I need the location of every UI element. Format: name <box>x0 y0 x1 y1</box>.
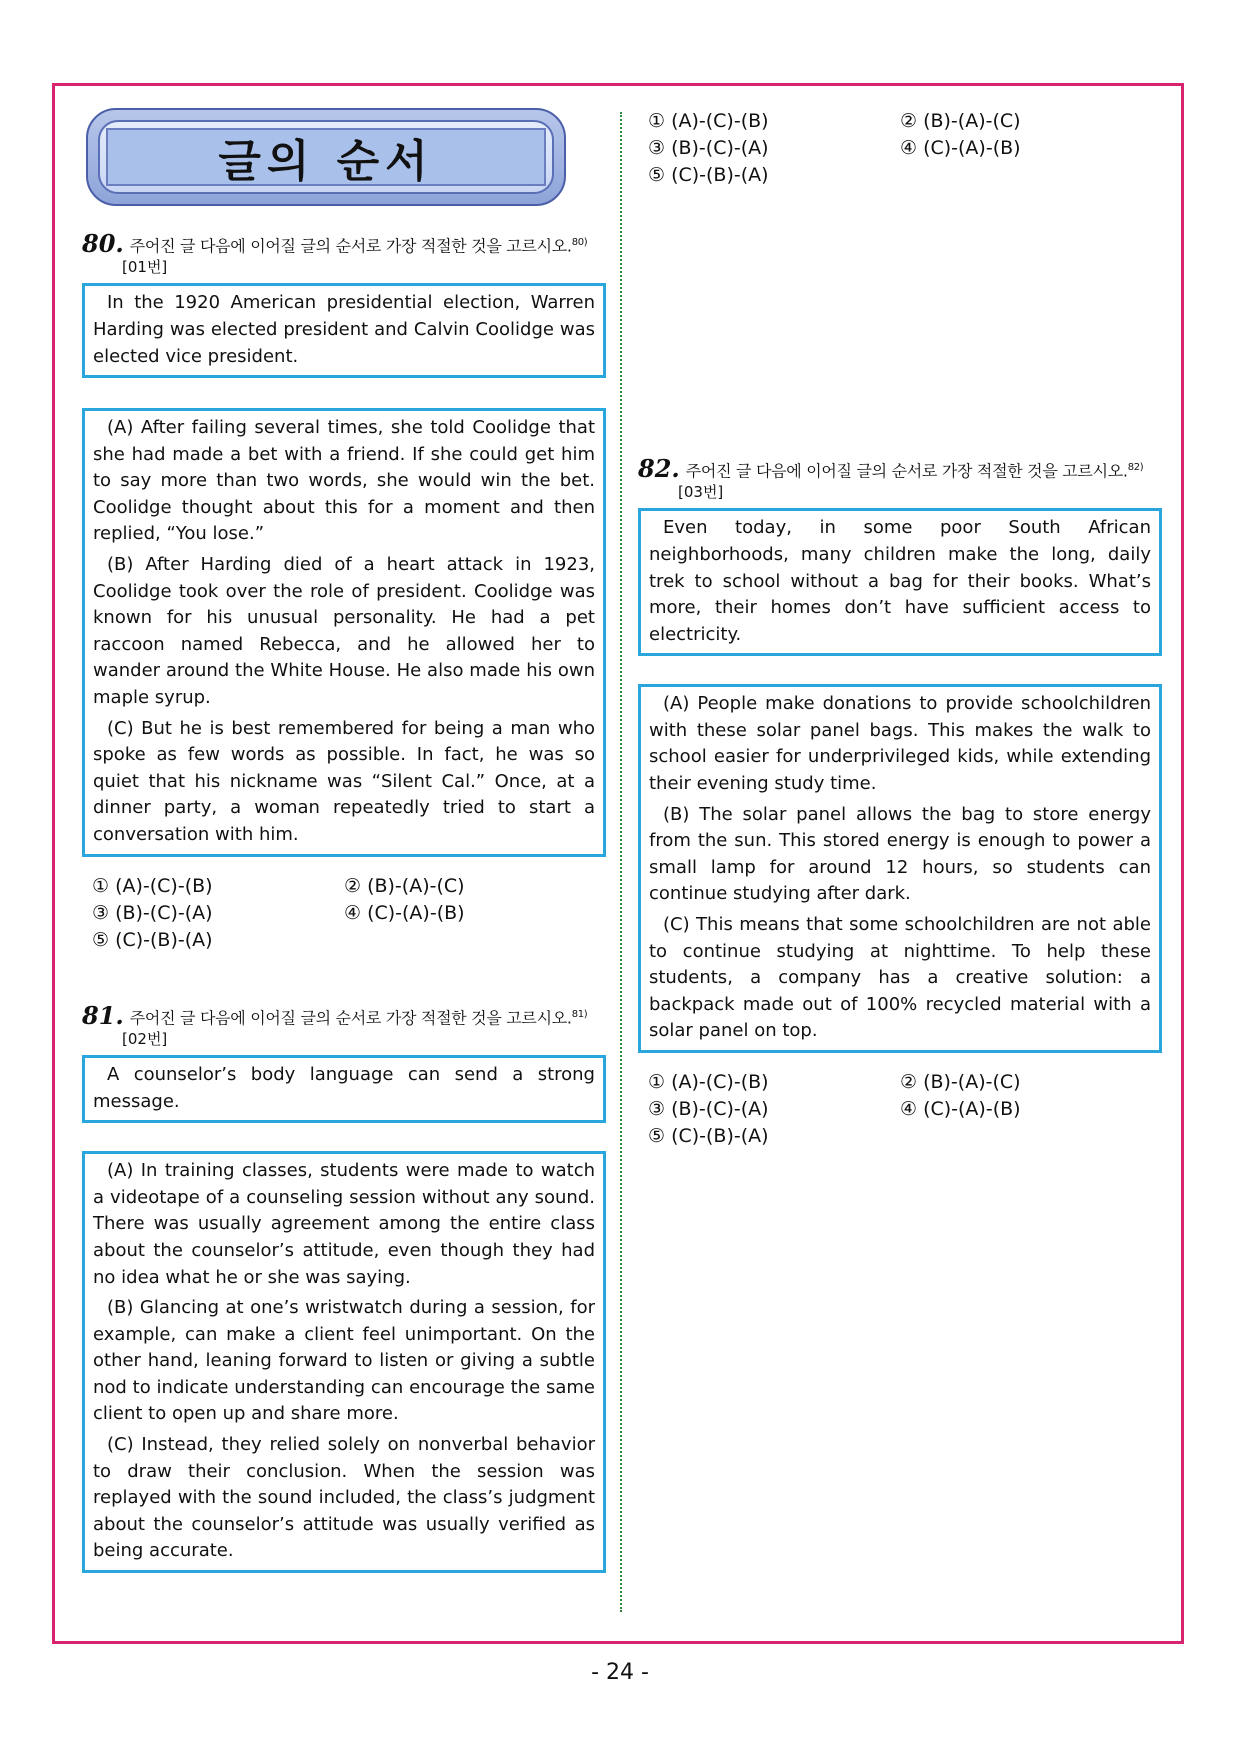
question-81 <box>82 1000 606 1573</box>
column-divider <box>620 112 622 1612</box>
choice-2[interactable]: ② (B)-(A)-(C) <box>900 1071 1021 1094</box>
paragraph-a: (A) People make donations to provide schoolchildren with these solar panel bags. This makes the walk to school easier for underprivileged kids, while extending their evening study time. <box>649 693 1151 795</box>
footnote-ref: 80) <box>571 237 588 248</box>
ordering-passages <box>638 684 1162 1053</box>
question-80 <box>82 229 606 954</box>
question-prompt: 주어진 글 다음에 이어질 글의 순서로 가장 적절한 것을 고르시오. <box>685 461 1128 481</box>
question-number: 80. <box>82 229 124 258</box>
paragraph-b: (B) After Harding died of a heart attack in 1923, Coolidge took over the role of president. Coolidge was known for his unusual personality. He had a pet raccoon named Rebecca, and he allowed her to wander around the White House. He also made his own maple syrup. <box>93 554 595 709</box>
question-prompt: 주어진 글 다음에 이어질 글의 순서로 가장 적절한 것을 고르시오. <box>129 1007 572 1027</box>
choice-5[interactable]: ⑤ (C)-(B)-(A) <box>648 1125 769 1148</box>
paragraph-c: (C) Instead, they relied solely on nonverbal behavior to draw their conclusion. When the session was replayed with the sound included, the class’s judgment about the counselor’s attitude was usually verified as being accurate. <box>93 1434 595 1562</box>
section-title: 글의 순서 <box>106 128 546 186</box>
choice-5[interactable]: ⑤ (C)-(B)-(A) <box>92 928 213 951</box>
choice-1[interactable]: ① (A)-(C)-(B) <box>648 110 769 132</box>
question-number: 81. <box>82 1000 124 1030</box>
choice-3[interactable]: ③ (B)-(C)-(A) <box>92 901 213 924</box>
choice-1[interactable]: ① (A)-(C)-(B) <box>648 1071 769 1094</box>
ordering-passages <box>82 408 606 857</box>
ordering-passages <box>82 1151 606 1573</box>
answer-choices-81 <box>648 108 1162 189</box>
footnote-ref: 82) <box>1127 462 1144 473</box>
question-tag: [01번] <box>122 258 168 277</box>
given-passage: In the 1920 American presidential election, Warren Harding was elected president and Calvin Coolidge was elected vice president. <box>82 283 606 378</box>
paragraph-a: (A) In training classes, students were made to watch a videotape of a counseling session without any sound. There was usually agreement among the entire class about the counselor’s attitude, even though they had no idea what he or she was saying. <box>93 1160 595 1288</box>
given-passage: A counselor’s body language can send a strong message. <box>82 1055 606 1123</box>
choice-1[interactable]: ① (A)-(C)-(B) <box>92 874 213 897</box>
question-tag: [02번] <box>122 1029 168 1048</box>
question-prompt: 주어진 글 다음에 이어질 글의 순서로 가장 적절한 것을 고르시오. <box>129 236 572 256</box>
right-column <box>638 108 1162 1150</box>
section-banner <box>86 108 566 206</box>
choice-4[interactable]: ④ (C)-(A)-(B) <box>900 137 1021 159</box>
choice-3[interactable]: ③ (B)-(C)-(A) <box>648 137 769 159</box>
paragraph-b: (B) The solar panel allows the bag to store energy from the sun. This stored energy is enough to power a small lamp for around 12 hours, so students can continue studying after dark. <box>649 803 1151 905</box>
choice-4[interactable]: ④ (C)-(A)-(B) <box>900 1098 1021 1121</box>
choice-4[interactable]: ④ (C)-(A)-(B) <box>344 901 465 924</box>
paragraph-b: (B) Glancing at one’s wristwatch during a session, for example, can make a client feel unimportant. On the other hand, leaning forward to listen or giving a subtle nod to indicate understanding can encourage the same client to open up and share more. <box>93 1297 595 1425</box>
answer-choices <box>648 1069 1162 1150</box>
footnote-ref: 81) <box>571 1008 588 1020</box>
choice-2[interactable]: ② (B)-(A)-(C) <box>344 874 465 897</box>
paragraph-a: (A) After failing several times, she told Coolidge that she had made a bet with a friend. If she could get him to say more than two words, she would win the bet. Coolidge thought about this for a moment and then replied, “You lose.” <box>93 417 595 545</box>
given-passage: Even today, in some poor South African neighborhoods, many children make the long, daily trek to school without a bag for their books. What’s more, their homes don’t have sufficient access to electricity. <box>638 508 1162 656</box>
answer-choices <box>92 873 606 954</box>
paragraph-c: (C) But he is best remembered for being a man who spoke as few words as possible. In fact, he was so quiet that his nickname was “Silent Cal.” Once, at a dinner party, a woman repeatedly tried to start a conversation with him. <box>93 717 595 846</box>
question-number: 82. <box>638 454 680 483</box>
left-column <box>82 108 606 1573</box>
choice-5[interactable]: ⑤ (C)-(B)-(A) <box>648 164 769 186</box>
choice-2[interactable]: ② (B)-(A)-(C) <box>900 110 1021 132</box>
choice-3[interactable]: ③ (B)-(C)-(A) <box>648 1098 769 1121</box>
question-82 <box>638 454 1162 1150</box>
question-tag: [03번] <box>678 483 724 502</box>
page-number: - 24 - <box>591 1660 649 1685</box>
paragraph-c: (C) This means that some schoolchildren are not able to continue studying at nighttime. To help these students, a company has a creative solution: a backpack made out of 100% recycled material with a solar panel on top. <box>649 914 1151 1042</box>
